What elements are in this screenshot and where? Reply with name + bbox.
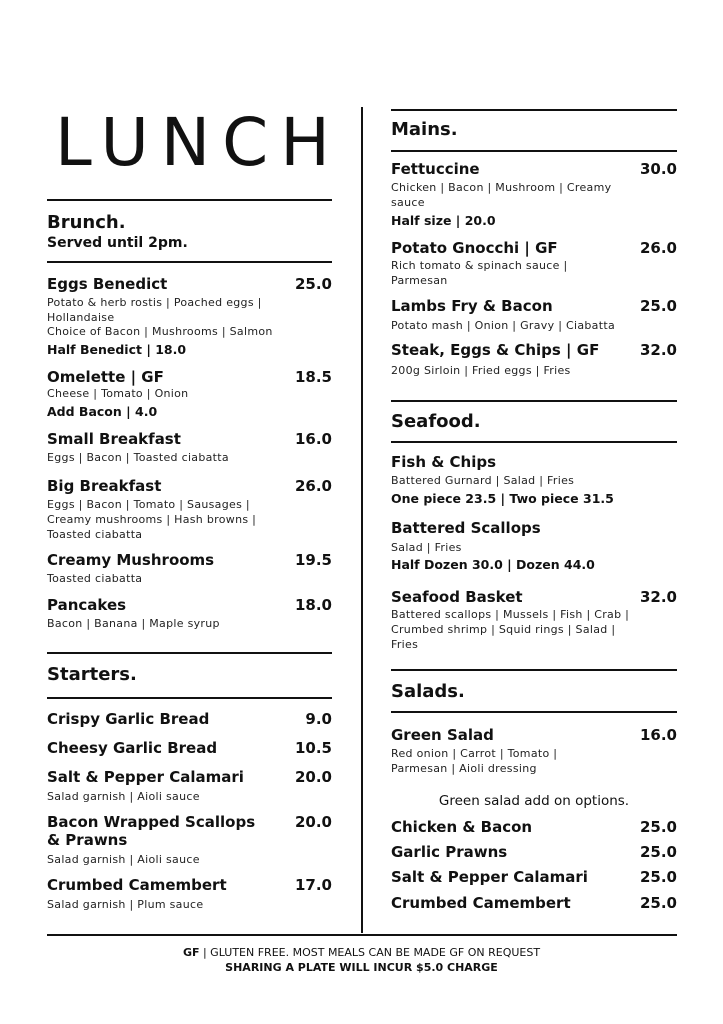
- menu-item-name: Steak, Eggs & Chips | GF: [391, 341, 600, 359]
- menu-item-name: Fettuccine: [391, 160, 480, 178]
- menu-item-price: 17.0: [294, 876, 332, 894]
- menu-item-name: Omelette | GF: [47, 368, 164, 386]
- menu-item-name: Creamy Mushrooms: [47, 551, 215, 569]
- menu-item-name: Crispy Garlic Bread: [47, 710, 210, 728]
- menu-item-price: 16.0: [294, 430, 332, 448]
- menu-item-name: Pancakes: [47, 596, 127, 614]
- menu-item-desc: Bacon | Banana | Maple syrup: [47, 617, 220, 630]
- menu-item-desc: Salad | Fries: [391, 541, 462, 554]
- addon-price: 25.0: [639, 818, 677, 836]
- salads-heading: Salads.: [391, 681, 465, 702]
- title-divider: [47, 199, 332, 201]
- menu-item-price: 25.0: [294, 275, 332, 293]
- menu-item-name: Crumbed Camembert: [47, 876, 227, 894]
- brunch-heading: Brunch.: [47, 212, 126, 233]
- column-divider: [361, 107, 363, 933]
- starters-heading: Starters.: [47, 664, 137, 685]
- menu-item-name: Salt & Pepper Calamari: [47, 768, 244, 786]
- menu-item-extra: One piece 23.5 | Two piece 31.5: [391, 491, 614, 506]
- menu-item-price: 30.0: [639, 160, 677, 178]
- addon-price: 25.0: [639, 894, 677, 912]
- menu-item-price: 20.0: [294, 813, 332, 831]
- seafood-heading: Seafood.: [391, 411, 481, 432]
- addon-note: Green salad add on options.: [438, 793, 630, 809]
- menu-item-desc: Rich tomato & spinach sauce | Parmesan: [391, 259, 568, 287]
- menu-item-price: 20.0: [294, 768, 332, 786]
- menu-item-name: Potato Gnocchi | GF: [391, 239, 558, 257]
- menu-item-price: 10.5: [294, 739, 332, 757]
- menu-item-name: Bacon Wrapped Scallops & Prawns: [47, 813, 256, 849]
- footer-line-2: SHARING A PLATE WILL INCUR $5.0 CHARGE: [225, 961, 498, 974]
- menu-item-desc: 200g Sirloin | Fried eggs | Fries: [391, 364, 571, 377]
- gf-label: GF: [182, 946, 200, 959]
- menu-item-name: Lambs Fry & Bacon: [391, 297, 553, 315]
- menu-item-desc: Battered Gurnard | Salad | Fries: [391, 474, 575, 487]
- menu-item-price: 26.0: [294, 477, 332, 495]
- menu-item-name: Big Breakfast: [47, 477, 162, 495]
- menu-item-price: 9.0: [305, 710, 332, 728]
- menu-item-name: Small Breakfast: [47, 430, 181, 448]
- menu-item-desc: Potato & herb rostis | Poached eggs | Hollandaise: [47, 296, 262, 324]
- addon-price: 25.0: [639, 843, 677, 861]
- menu-item-desc: Salad garnish | Plum sauce: [47, 898, 204, 911]
- menu-item-name: Cheesy Garlic Bread: [47, 739, 218, 757]
- addon-price: 25.0: [639, 868, 677, 886]
- menu-item-desc: Red onion | Carrot | Tomato | Parmesan | Aioli dressing: [391, 747, 558, 775]
- mains-heading: Mains.: [391, 119, 458, 140]
- salads-divider: [391, 711, 677, 713]
- addon-name: Garlic Prawns: [391, 843, 508, 861]
- addon-name: Salt & Pepper Calamari: [391, 868, 588, 886]
- menu-item-name: Fish & Chips: [391, 453, 497, 471]
- salads-top-divider: [391, 669, 677, 671]
- menu-item-desc: Chicken | Bacon | Mushroom | Creamy sauce: [391, 181, 612, 209]
- menu-item-price: 32.0: [639, 588, 677, 606]
- mains-divider: [391, 150, 677, 152]
- brunch-subheading: Served until 2pm.: [47, 235, 188, 251]
- mains-top-divider: [391, 109, 677, 111]
- menu-item-price: 18.0: [294, 596, 332, 614]
- menu-item-desc: Toasted ciabatta: [47, 572, 143, 585]
- menu-item-desc: Battered scallops | Mussels | Fish | Crab | Crumbed shrimp | Squid rings | Salad | Fries: [391, 608, 630, 651]
- gf-text: | GLUTEN FREE. MOST MEALS CAN BE MADE GF ON REQUEST: [199, 946, 541, 959]
- menu-item-desc: Eggs | Bacon | Tomato | Sausages | Creamy mushrooms | Hash browns | Toasted ciabatta: [47, 498, 257, 541]
- footer-divider: [47, 934, 677, 936]
- footer-line-1: [0, 946, 723, 959]
- menu-item-name: Seafood Basket: [391, 588, 523, 606]
- menu-item-price: 25.0: [639, 297, 677, 315]
- starters-divider: [47, 697, 332, 699]
- addon-name: Crumbed Camembert: [391, 894, 571, 912]
- menu-item-price: 32.0: [639, 341, 677, 359]
- menu-item-extra: Add Bacon | 4.0: [47, 404, 158, 419]
- seafood-divider: [391, 441, 677, 443]
- starters-top-divider: [47, 652, 332, 654]
- menu-item-extra: Half size | 20.0: [391, 213, 496, 228]
- menu-item-desc: Choice of Bacon | Mushrooms | Salmon: [47, 325, 273, 338]
- menu-item-desc: Salad garnish | Aioli sauce: [47, 853, 200, 866]
- menu-item-price: 16.0: [639, 726, 677, 744]
- menu-item-price: 26.0: [639, 239, 677, 257]
- menu-item-extra: Half Benedict | 18.0: [47, 342, 187, 357]
- addon-name: Chicken & Bacon: [391, 818, 533, 836]
- menu-item-desc: Potato mash | Onion | Gravy | Ciabatta: [391, 319, 615, 332]
- menu-item-price: 18.5: [294, 368, 332, 386]
- menu-item-name: Battered Scallops: [391, 519, 541, 537]
- seafood-top-divider: [391, 400, 677, 402]
- menu-item-name: Green Salad: [391, 726, 494, 744]
- menu-item-desc: Salad garnish | Aioli sauce: [47, 790, 200, 803]
- menu-item-price: 19.5: [294, 551, 332, 569]
- brunch-divider: [47, 261, 332, 263]
- menu-item-extra: Half Dozen 30.0 | Dozen 44.0: [391, 557, 595, 572]
- menu-item-desc: Cheese | Tomato | Onion: [47, 387, 189, 400]
- menu-item-desc: Eggs | Bacon | Toasted ciabatta: [47, 451, 229, 464]
- menu-item-name: Eggs Benedict: [47, 275, 168, 293]
- page-title: LUNCH: [55, 104, 342, 181]
